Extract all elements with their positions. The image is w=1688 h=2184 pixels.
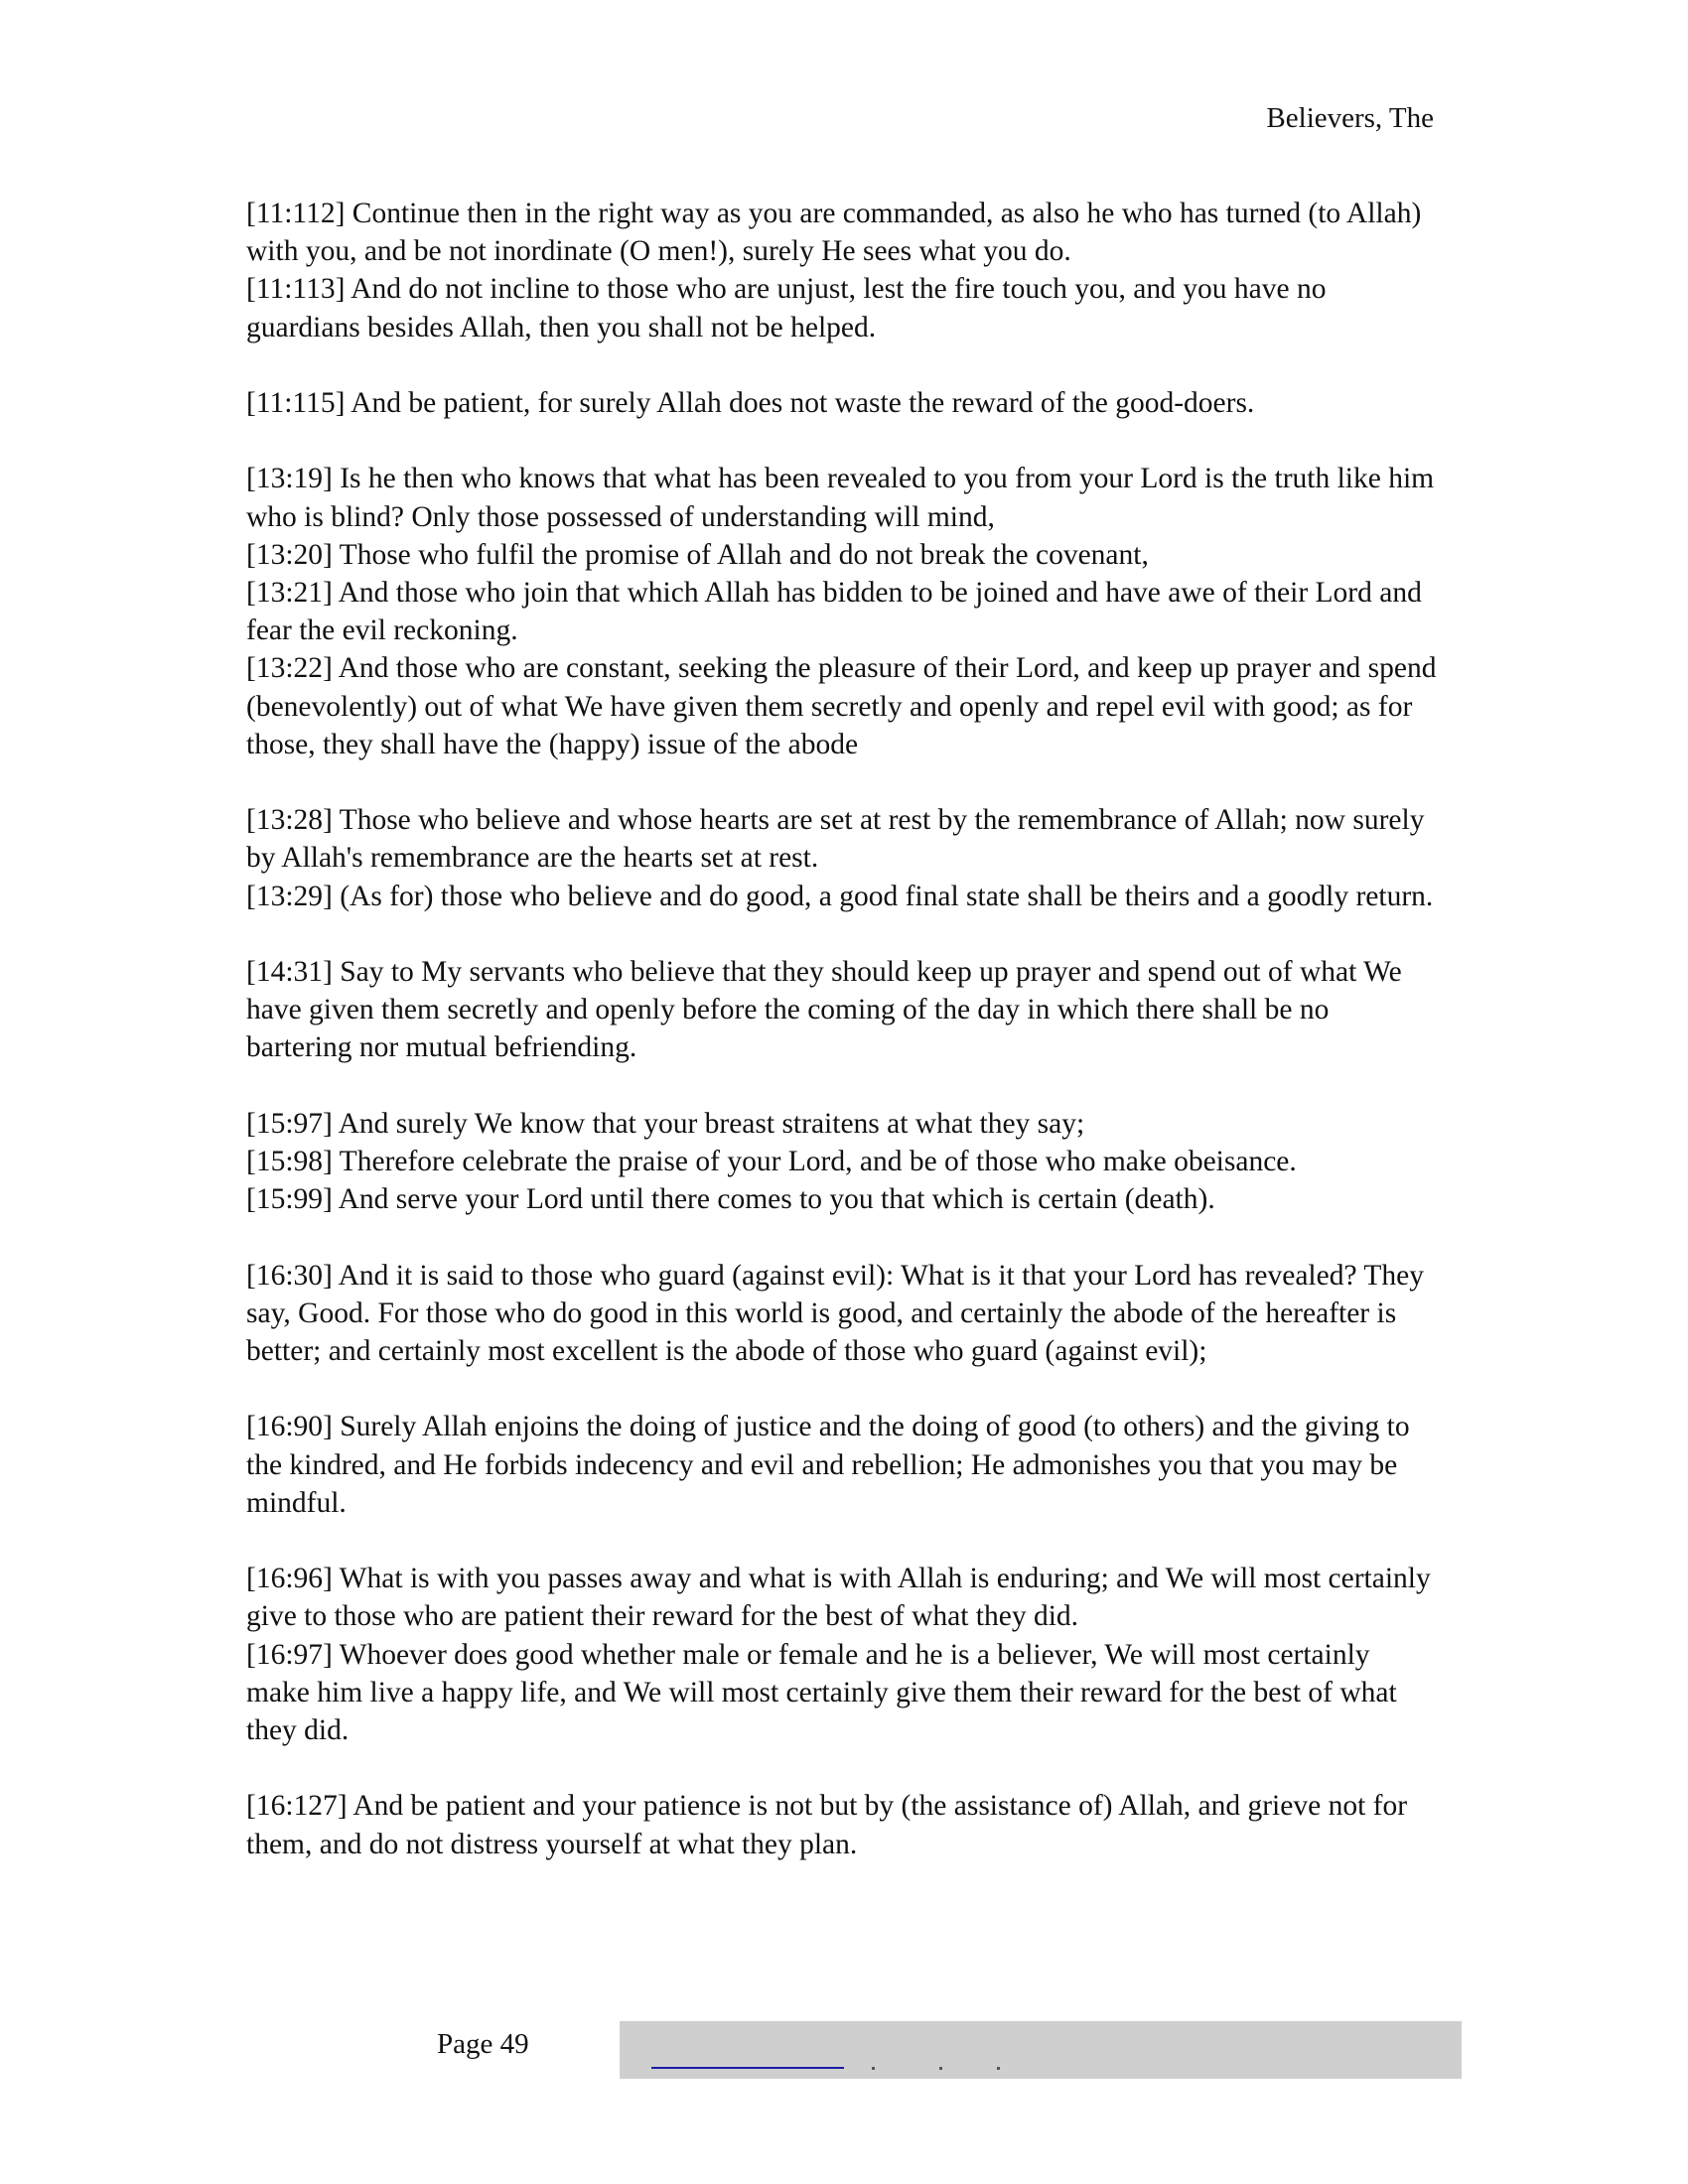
verse-group (246, 384, 1438, 422)
verse-group (246, 953, 1438, 1067)
footer-link-underline[interactable] (651, 2067, 844, 2069)
verse-16-127: [16:127] And be patient and your patience is not but by (the assistance of) Allah, and grieve not for them, and do not distress yourself at what they plan. (246, 1790, 1408, 1860)
verse-group (246, 1257, 1438, 1371)
verse-13-22: [13:22] And those who are constant, seeking the pleasure of their Lord, and keep up prayer and spend (benevolently) out of what We have given them secretly and openly and repel evil with good; as for those, they shall have the (happy) issue of the abode (246, 652, 1437, 760)
verse-15-99: [15:99] And serve your Lord until there comes to you that which is certain (death). (246, 1183, 1215, 1216)
verse-group (246, 1560, 1438, 1749)
verse-13-28: [13:28] Those who believe and whose hearts are set at rest by the remembrance of Allah; now surely by Allah's remembrance are the hearts set at rest. (246, 804, 1425, 875)
verse-11-112: [11:112] Continue then in the right way as you are commanded, as also he who has turned (to Allah) with you, and be not inordinate (O men!), surely He sees what you do. (246, 198, 1422, 268)
verse-16-97: [16:97] Whoever does good whether male or female and he is a believer, We will most certainly make him live a happy life, and We will most certainly give them their reward for the best of what they did. (246, 1638, 1397, 1746)
verse-group (246, 1787, 1438, 1862)
verse-14-31: [14:31] Say to My servants who believe that they should keep up prayer and spend out of what We have given them secretly and openly before the coming of the day in which there shall be no bartering nor mutual befriending. (246, 956, 1402, 1064)
verse-group (246, 1408, 1438, 1522)
verse-group (246, 195, 1438, 346)
verse-15-97: [15:97] And surely We know that your breast straitens at what they say; (246, 1107, 1085, 1140)
page-header-title: Believers, The (1266, 102, 1434, 134)
footer-dot (939, 2067, 942, 2070)
verse-16-96: [16:96] What is with you passes away and what is with Allah is enduring; and We will most certainly give to those who are patient their reward for the best of what they did. (246, 1563, 1431, 1633)
footer-dot (997, 2067, 1000, 2070)
verse-16-30: [16:30] And it is said to those who guard (against evil): What is it that your Lord has revealed? They say, Good. For those who do good in this world is good, and certainly the abode of the hereafter is better; and certainly most excellent is the abode of those who guard (against evil); (246, 1259, 1425, 1367)
verse-11-113: [11:113] And do not incline to those who are unjust, lest the fire touch you, and you have no guardians besides Allah, then you shall not be helped. (246, 273, 1327, 343)
verse-16-90: [16:90] Surely Allah enjoins the doing of justice and the doing of good (to others) and the giving to the kindred, and He forbids indecency and evil and rebellion; He admonishes you that you may be mindful. (246, 1411, 1410, 1519)
verse-13-19: [13:19] Is he then who knows that what has been revealed to you from your Lord is the truth like him who is blind? Only those possessed of understanding will mind, (246, 463, 1435, 533)
footer-bar (620, 2021, 1462, 2079)
verse-13-20: [13:20] Those who fulfil the promise of Allah and do not break the covenant, (246, 538, 1149, 571)
verse-13-21: [13:21] And those who join that which Allah has bidden to be joined and have awe of their Lord and fear the evil reckoning. (246, 577, 1422, 647)
verse-group (246, 801, 1438, 915)
verse-15-98: [15:98] Therefore celebrate the praise of your Lord, and be of those who make obeisance. (246, 1146, 1297, 1177)
verse-13-29: [13:29] (As for) those who believe and do good, a good final state shall be theirs and a goodly return. (246, 880, 1434, 912)
verse-content (246, 195, 1438, 1901)
footer-dot (872, 2067, 875, 2070)
page-number: Page 49 (437, 2028, 529, 2060)
verse-11-115: [11:115] And be patient, for surely Allah does not waste the reward of the good-doers. (246, 387, 1255, 419)
verse-group (246, 1105, 1438, 1219)
verse-group (246, 460, 1438, 763)
